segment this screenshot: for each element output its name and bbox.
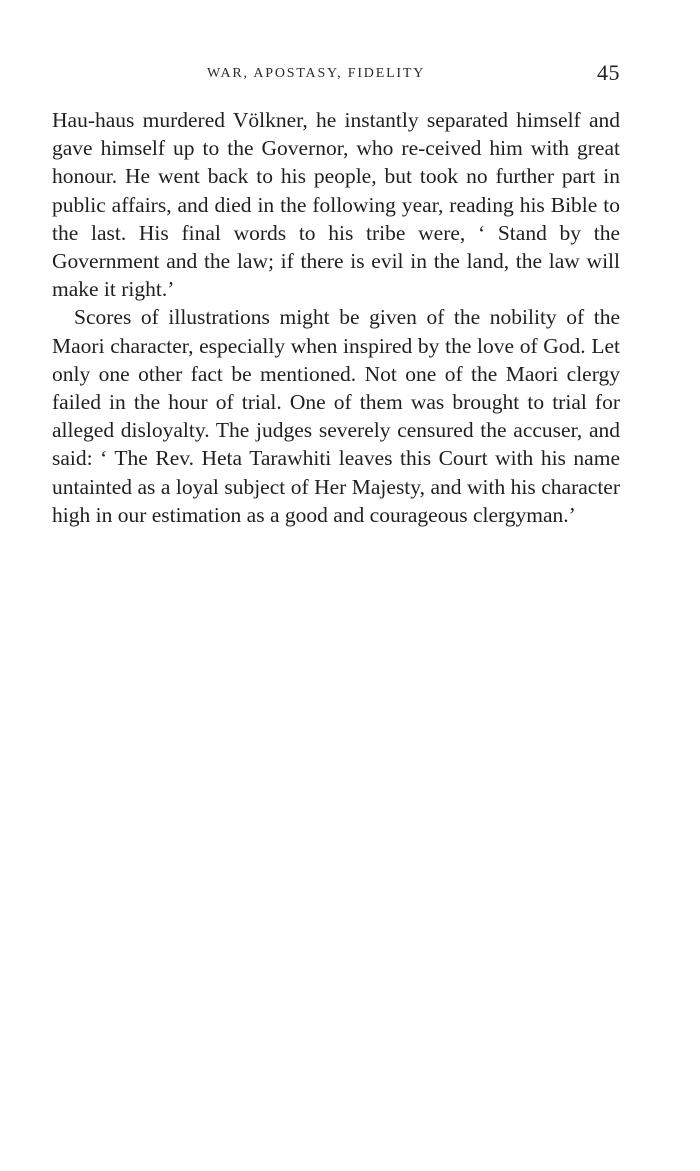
paragraph: Scores of illustrations might be given of the nobility of the Maori character, especially when inspired by the love of God. Let only one other fact be mentioned. Not one of the Maori clergy failed in the hour of trial. One of them was brought to trial for alleged disloyalty. The judges severely censured the accuser, and said: ‘ The Rev. Heta Tarawhiti leaves this Court with his name untainted as a loyal subject of Her Majesty, and with his character high in our estimation as a good and courageous clergyman.’	[52, 305, 620, 527]
book-page	[52, 58, 620, 529]
page-number: 45	[597, 60, 620, 85]
body-text	[52, 106, 620, 529]
running-title: WAR, APOSTASY, FIDELITY	[207, 66, 426, 81]
paragraph-continued: Hau-haus murdered Völkner, he instantly separated himself and gave himself up to the Governor, who re-ceived him with great honour. He went back to his people, but took no further part in public affairs, and died in the following year, reading his Bible to the last. His final words to his tribe were, ‘ Stand by the Government and the law; if there is evil in the land, the law will make it right.’	[52, 108, 620, 302]
running-head	[52, 58, 620, 88]
